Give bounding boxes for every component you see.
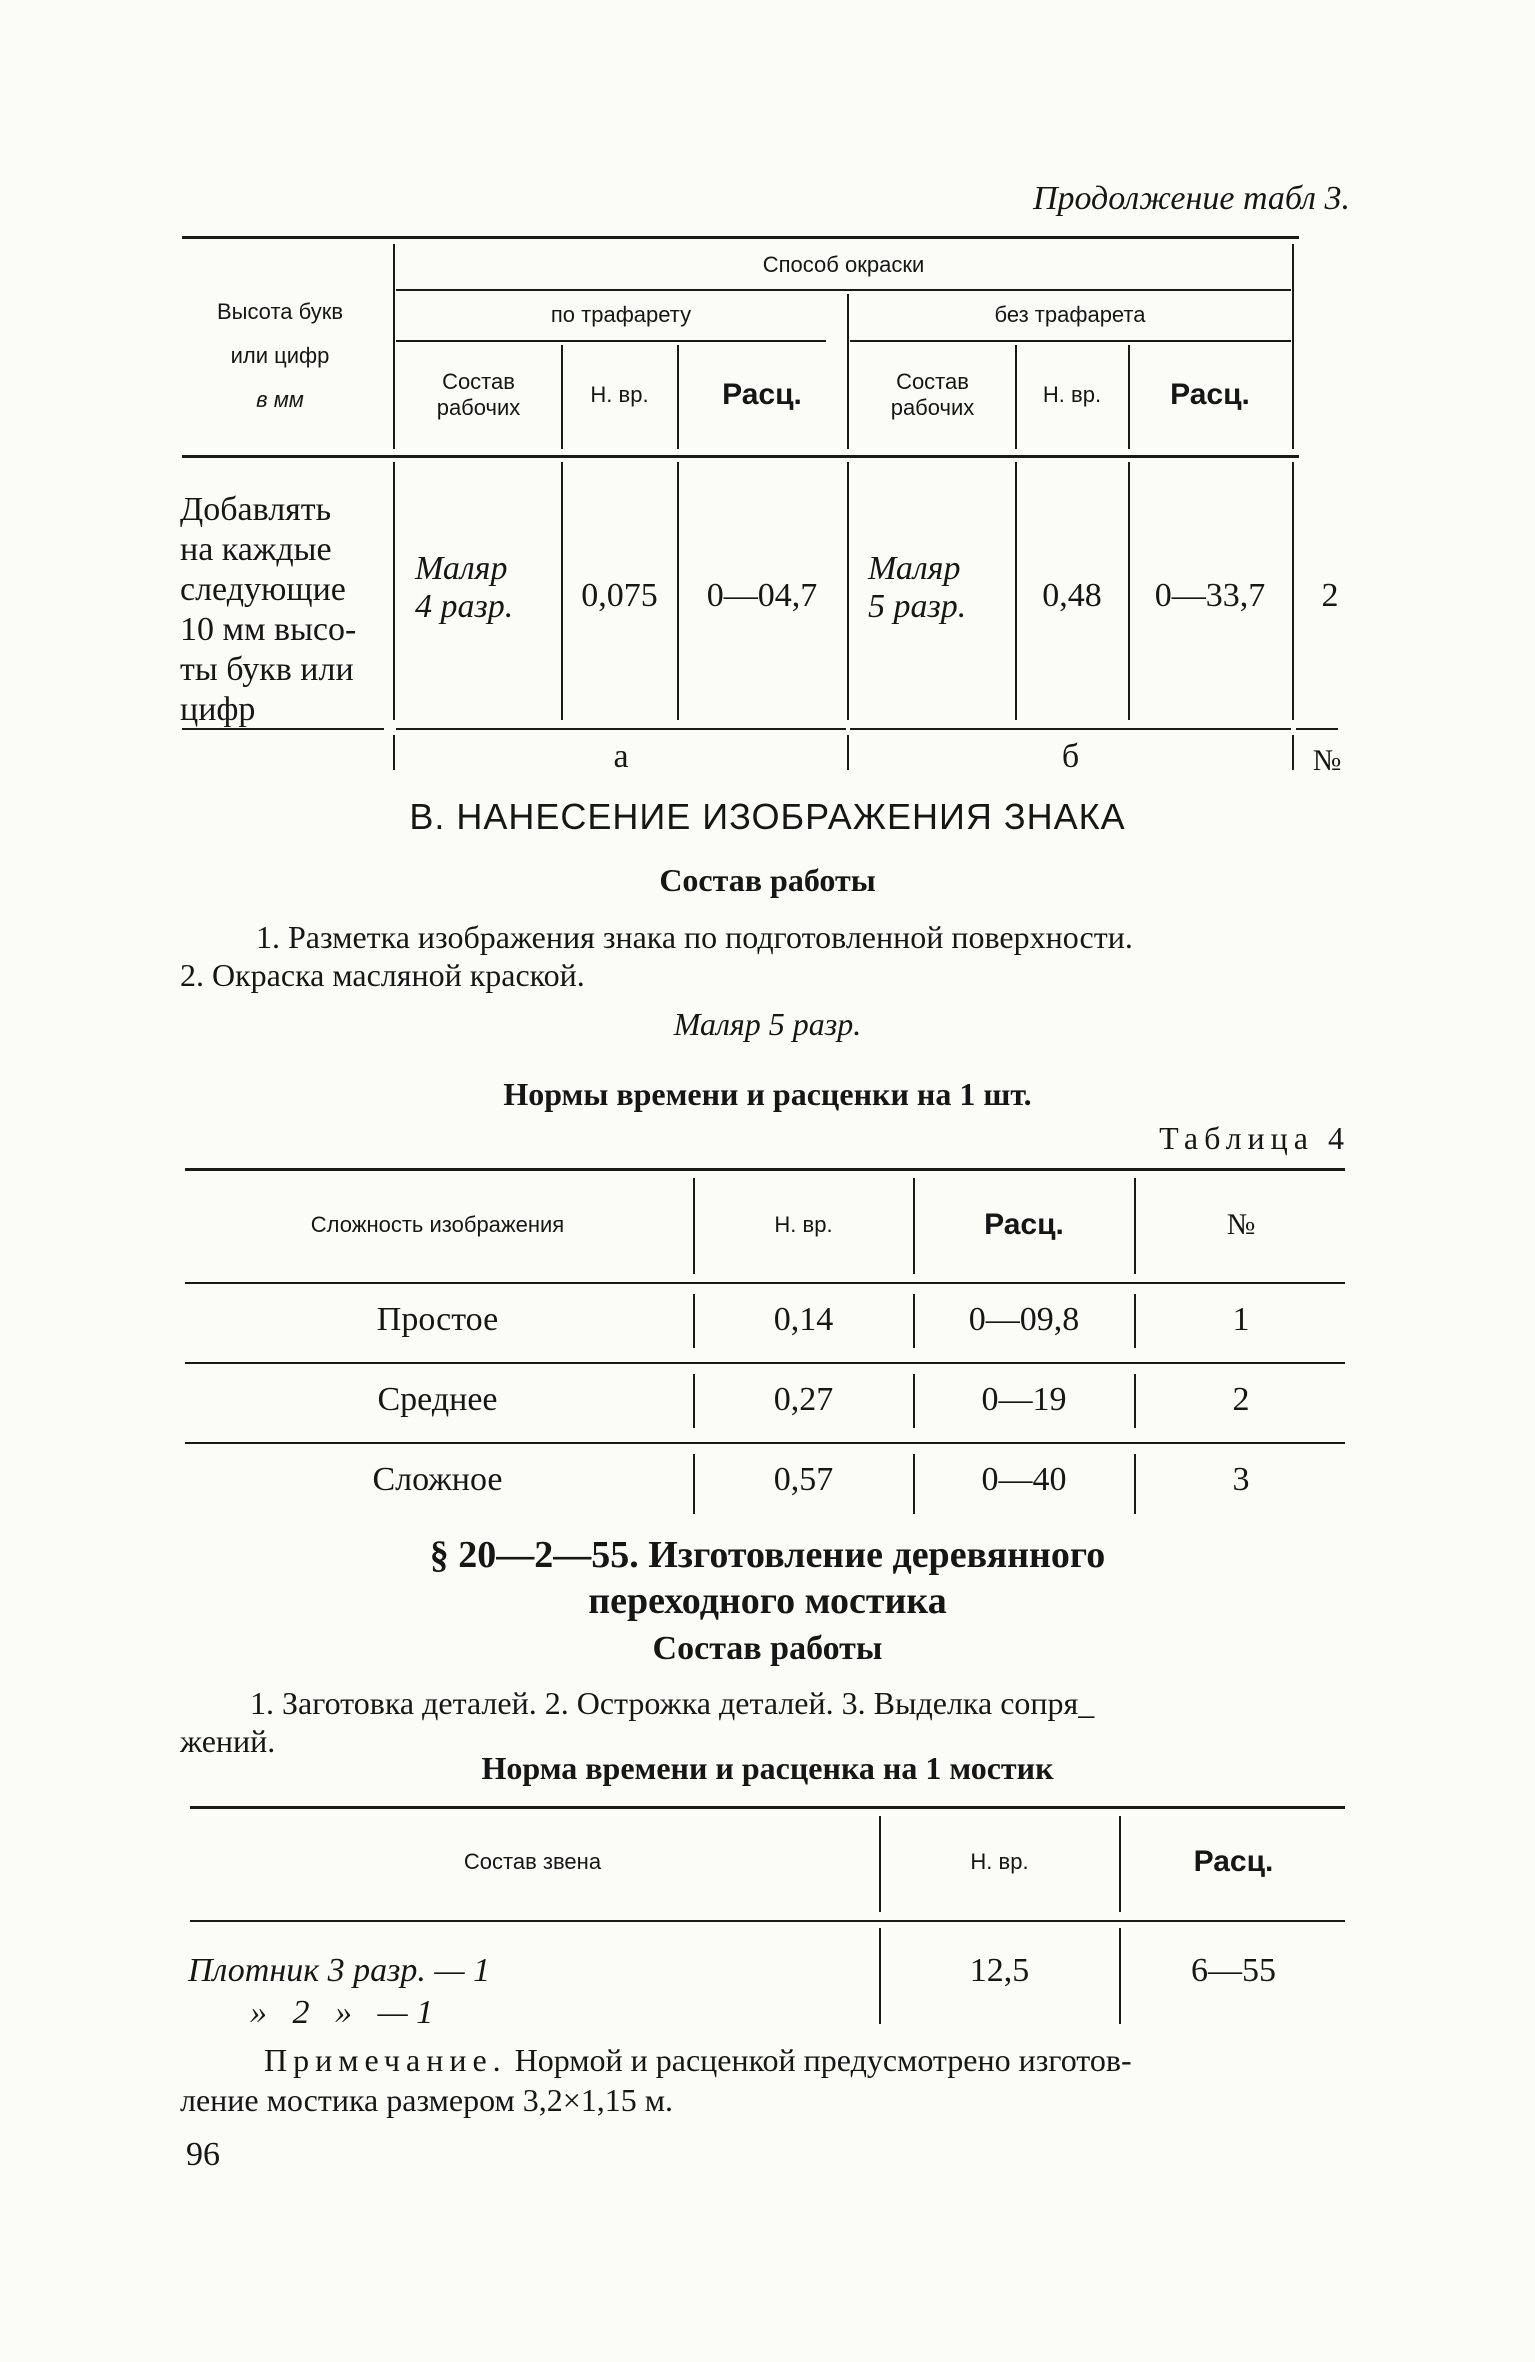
crew-line: 4 разр. <box>415 588 514 625</box>
row-complexity: Среднее <box>377 1381 498 1418</box>
note <box>180 2040 1360 2120</box>
table5-nvr: 12,5 <box>969 1952 1030 1989</box>
paint-method-header: Способ окраски <box>762 252 925 277</box>
norm-heading: Норма времени и расценка на 1 мостик <box>481 1750 1054 1786</box>
section-55-title-line: § 20—2—55. Изготовление деревянного <box>429 1534 1106 1576</box>
section-55-work-text <box>180 1684 1360 1760</box>
crew-header-2 <box>850 345 1015 445</box>
height-header-line: в мм <box>256 387 304 412</box>
desc-line: на каждые <box>180 531 332 568</box>
crew-header-line: Состав <box>896 369 969 394</box>
no-stencil-header: без трафарета <box>994 302 1146 327</box>
section-b-work-list <box>180 918 1360 994</box>
page-number: 96 <box>186 2136 220 2173</box>
work-line: 1. Заготовка деталей. 2. Острожка деталей. 3. Выделка сопря_ <box>250 1685 1095 1721</box>
nvr-1: 0,075 <box>581 577 658 614</box>
row-nvr: 0,27 <box>773 1381 834 1418</box>
row-rasc: 0—09,8 <box>968 1301 1080 1338</box>
row-nvr: 0,57 <box>773 1461 834 1498</box>
desc-line: цифр <box>180 691 256 728</box>
work-item: 1. Разметка изображения знака по подготовленной поверхности. <box>256 919 1133 955</box>
section-55-title-line: переходного мостика <box>588 1580 947 1622</box>
note-label: Примечание. <box>264 2042 507 2078</box>
desc-line: Добавлять <box>180 491 332 528</box>
row-complexity: Простое <box>376 1301 499 1338</box>
table4-header-complexity: Сложность изображения <box>310 1212 565 1237</box>
section-55-title <box>0 1532 1535 1624</box>
rasc-2: 0—33,7 <box>1154 577 1266 614</box>
height-column-header <box>180 290 380 422</box>
height-header-line: или цифр <box>230 343 330 368</box>
section-b-title: В. НАНЕСЕНИЕ ИЗОБРАЖЕНИЯ ЗНАКА <box>409 796 1126 837</box>
group-b-label: б <box>1061 738 1080 775</box>
crew-2 <box>868 550 1013 626</box>
work-item: 2. Окраска масляной краской. <box>180 957 585 993</box>
row-number: 3 <box>1232 1461 1250 1498</box>
row-rasc: 0—19 <box>981 1381 1067 1418</box>
crew-line: Маляр <box>868 550 961 587</box>
crew-header-line: рабочих <box>890 395 975 420</box>
crew-header <box>396 345 561 445</box>
crew-1 <box>415 550 560 626</box>
table4-header-number: № <box>1226 1208 1256 1241</box>
crew-line: Маляр <box>415 550 508 587</box>
rasc-header: Расц. <box>722 378 802 411</box>
crew-header-line: Состав <box>442 369 515 394</box>
number-label: № <box>1312 744 1342 777</box>
nvr-2: 0,48 <box>1042 577 1102 614</box>
table5-rasc: 6—55 <box>1191 1952 1276 1989</box>
row-number: 1 <box>1232 1301 1250 1338</box>
crew-composition <box>188 1950 868 2034</box>
desc-line: ты букв или <box>180 651 354 688</box>
continuation-header: Продолжение табл 3. <box>1032 180 1350 217</box>
desc-line: следующие <box>180 571 346 608</box>
table5-header-rasc: Расц. <box>1193 1845 1274 1878</box>
note-text-line: ление мостика размером 3,2×1,15 м. <box>180 2082 674 2118</box>
table5-header-crew: Состав звена <box>463 1849 602 1874</box>
rasc-header-2: Расц. <box>1170 378 1250 411</box>
nvr-header-2: Н. вр. <box>1042 382 1102 407</box>
stencil-header: по трафарету <box>550 302 692 327</box>
work-line: жений. <box>180 1723 276 1759</box>
crew-header-line: рабочих <box>436 395 521 420</box>
row-rasc: 0—40 <box>981 1461 1067 1498</box>
section-b-work-heading: Состав работы <box>659 862 876 898</box>
section-55-work-heading: Состав работы <box>652 1630 883 1667</box>
table-4-label: Таблица 4 <box>1159 1120 1350 1156</box>
row-complexity: Сложное <box>372 1461 503 1498</box>
worker-label: Маляр 5 разр. <box>673 1006 862 1042</box>
crew-line: » 2 » — 1 <box>250 1994 434 2031</box>
row-number: 2 <box>1232 1381 1250 1418</box>
norms-heading: Нормы времени и расценки на 1 шт. <box>503 1076 1032 1112</box>
group-a-label: а <box>613 738 629 775</box>
nvr-header: Н. вр. <box>590 382 649 407</box>
table4-header-nvr: Н. вр. <box>774 1212 833 1237</box>
table4-header-rasc: Расц. <box>984 1208 1064 1241</box>
rasc-1: 0—04,7 <box>706 577 818 614</box>
row-nvr: 0,14 <box>773 1301 834 1338</box>
crew-line: Плотник 3 разр. — 1 <box>188 1952 491 1989</box>
table5-header-nvr: Н. вр. <box>970 1849 1029 1874</box>
row-description <box>180 490 390 730</box>
note-text: Нормой и расценкой предусмотрено изготов- <box>506 2042 1132 2078</box>
desc-line: 10 мм высо- <box>180 611 357 648</box>
crew-line: 5 разр. <box>868 588 967 625</box>
height-header-line: Высота букв <box>216 299 344 324</box>
row-number: 2 <box>1321 577 1339 614</box>
